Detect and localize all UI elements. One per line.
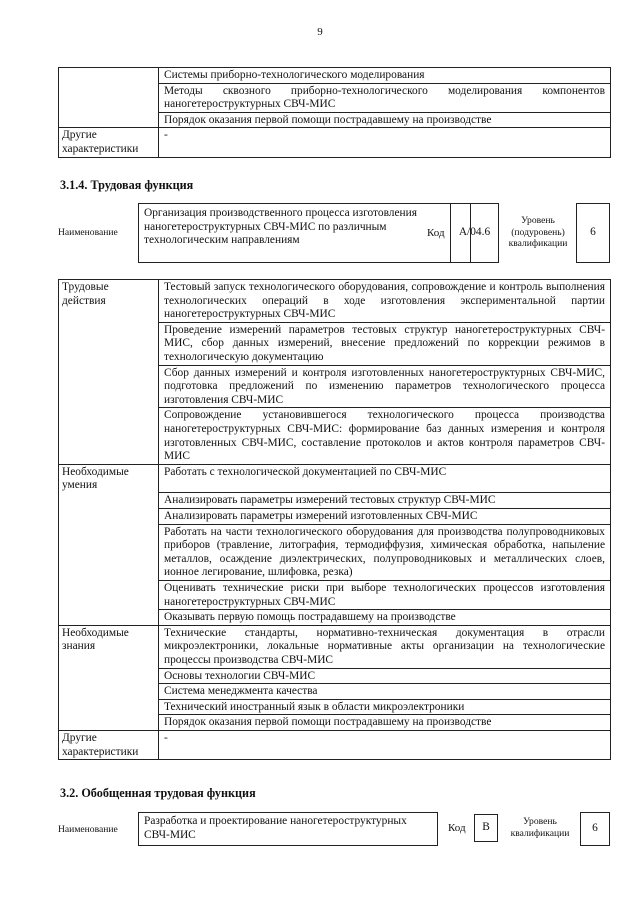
knowledge-item: Технические стандарты, нормативно-техническая документация в отрасли микроэлектроники, локальные нормативные акты организации на технологические процессы производства СВЧ-МИС [159, 625, 611, 668]
empty-cell [59, 408, 159, 464]
skill-item: Анализировать параметры измерений тестовых структур СВЧ-МИС [159, 493, 611, 509]
knowledge-item: Основы технологии СВЧ-МИС [159, 668, 611, 684]
table-row [59, 730, 611, 759]
level-box: 6 [580, 812, 610, 846]
level-label: Уровень квалификации [510, 816, 570, 839]
empty-cell [59, 524, 159, 580]
table-row [59, 610, 611, 626]
top-table [58, 67, 611, 158]
function-header-314 [58, 203, 610, 263]
empty-cell [59, 580, 159, 609]
table-cell: Системы приборно-технологического моделирования [159, 68, 611, 84]
table-row [59, 280, 611, 323]
name-label: Наименование [58, 824, 118, 835]
other-characteristics-label: Другие характеристики [59, 730, 159, 759]
code-box: В [474, 814, 498, 842]
empty-cell [59, 365, 159, 408]
knowledge-item: Порядок оказания первой помощи пострадавшему на производстве [159, 715, 611, 731]
table-row [59, 493, 611, 509]
knowledge-item: Технический иностранный язык в области микроэлектроники [159, 699, 611, 715]
table-row [59, 128, 611, 157]
level-label: Уровень (подуровень) квалификации [508, 215, 568, 250]
actions-label: Трудовые действия [59, 280, 159, 323]
skill-item: Оценивать технические риски при выборе технологических процессов изготовления наногетероструктурных СВЧ-МИС [159, 580, 611, 609]
knowledge-label: Необходимые знания [59, 625, 159, 668]
table-row [59, 322, 611, 365]
table-row [59, 509, 611, 525]
function-name-box: Организация производственного процесса изготовления наногетероструктурных СВЧ-МИС по различным технологическим направлениям [138, 203, 471, 263]
table-row [59, 580, 611, 609]
skill-item: Работать на части технологического оборудования для производства полупроводниковых приборов (травление, литография, термодиффузия, химическая обработка, напыление металлов, осаждение диэлектрических, полупроводниковых и металлических слоев, ионное легирование, шлифовка, резка) [159, 524, 611, 580]
skill-item: Оказывать первую помощь пострадавшему на производстве [159, 610, 611, 626]
other-characteristics-value: - [159, 128, 611, 157]
table-row [59, 408, 611, 464]
empty-cell [59, 493, 159, 509]
code-label: Код [448, 822, 466, 834]
table-cell-label [59, 112, 159, 128]
table-row [59, 684, 611, 700]
empty-cell [59, 684, 159, 700]
action-item: Тестовый запуск технологического оборудования, сопровождение и контроль выполнения технологических операций в ходе изготовления экспериментальной партии наногетероструктурных СВЧ-МИС [159, 280, 611, 323]
code-box: А/04.6 [450, 203, 499, 263]
name-label: Наименование [58, 227, 118, 238]
action-item: Сопровождение установившегося технологического процесса производства наногетероструктурных СВЧ-МИС: формирование баз данных измерения и контроля изготовленных СВЧ-МИС, составление протоколов и актов контроля параметров СВЧ-МИС [159, 408, 611, 464]
empty-cell [59, 610, 159, 626]
table-cell-label [59, 83, 159, 112]
action-item: Проведение измерений параметров тестовых структур наногетероструктурных СВЧ-МИС, сбор данных измерений, внесение предложений по коррекции режимов в технологическую документацию [159, 322, 611, 365]
table-row [59, 68, 611, 84]
empty-cell [59, 715, 159, 731]
function-name-box: Разработка и проектирование наногетероструктурных СВЧ-МИС [138, 812, 438, 846]
table-row [59, 625, 611, 668]
table-row [59, 83, 611, 112]
level-box: 6 [576, 203, 610, 263]
empty-cell [59, 322, 159, 365]
main-table [58, 279, 611, 760]
other-characteristics-label: Другие характеристики [59, 128, 159, 157]
other-characteristics-value: - [159, 730, 611, 759]
table-row [59, 464, 611, 493]
table-cell: Методы сквозного приборно-технологического моделирования компонентов наногетероструктурных СВЧ-МИС [159, 83, 611, 112]
action-item: Сбор данных измерений и контроля изготовленных наногетероструктурных СВЧ-МИС, подготовка предложений по изменению параметров технологического процесса изготовления СВЧ-МИС [159, 365, 611, 408]
table-row [59, 112, 611, 128]
table-row [59, 365, 611, 408]
function-header-32 [58, 812, 610, 846]
table-row [59, 699, 611, 715]
table-row [59, 715, 611, 731]
page-number: 9 [317, 26, 323, 38]
section-heading: 3.1.4. Трудовая функция [60, 178, 194, 192]
skill-item: Работать с технологической документацией по СВЧ-МИС [159, 464, 611, 493]
skills-label: Необходимые умения [59, 464, 159, 493]
table-row [59, 668, 611, 684]
skill-item: Анализировать параметры измерений изготовленных СВЧ-МИС [159, 509, 611, 525]
code-label: Код [427, 227, 445, 239]
table-row [59, 524, 611, 580]
empty-cell [59, 509, 159, 525]
empty-cell [59, 668, 159, 684]
table-cell: Порядок оказания первой помощи пострадавшему на производстве [159, 112, 611, 128]
knowledge-item: Система менеджмента качества [159, 684, 611, 700]
section-heading: 3.2. Обобщенная трудовая функция [60, 786, 256, 800]
empty-cell [59, 699, 159, 715]
table-cell-label [59, 68, 159, 84]
